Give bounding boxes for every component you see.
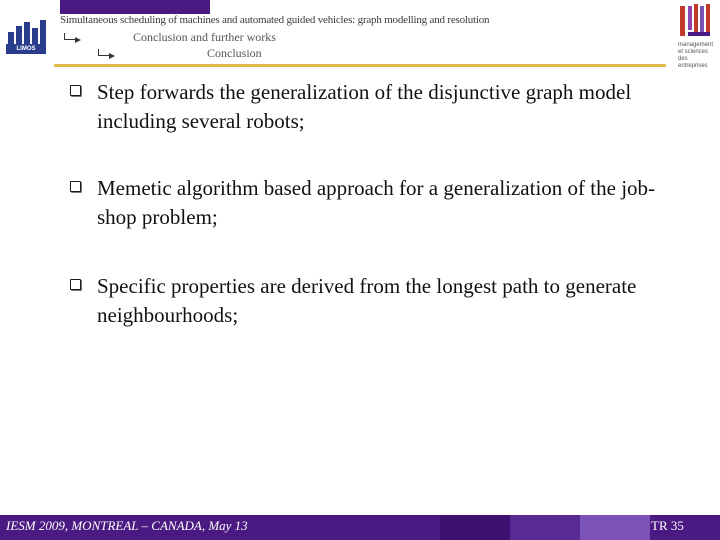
bullet-text: Step forwards the generalization of the disjunctive graph model including several robots; xyxy=(97,80,632,133)
header-divider xyxy=(54,64,666,67)
breadcrumb-level-2: Conclusion and further works xyxy=(133,30,276,44)
page-number: TR 35 xyxy=(651,518,684,533)
limos-logo xyxy=(4,18,48,56)
iu-logo-icon xyxy=(680,4,714,40)
checkbox-bullet-icon xyxy=(70,279,81,290)
breadcrumb-arrow-icon xyxy=(98,49,109,56)
breadcrumb-arrow-icon xyxy=(64,33,75,40)
bullet-text: Memetic algorithm based approach for a generalization of the job-shop problem; xyxy=(97,176,656,229)
iu-logo xyxy=(678,4,716,69)
footer-conference: IESM 2009, MONTREAL – CANADA, May 13 xyxy=(6,518,248,533)
bullet-text: Specific properties are derived from the longest path to generate neighbourhoods; xyxy=(97,274,637,327)
iu-logo-text: management et sciences des entreprises xyxy=(678,42,714,69)
breadcrumb-level-1: Simultaneous scheduling of machines and automated guided vehicles: graph modelling and resolution xyxy=(60,14,490,26)
top-color-bar xyxy=(0,0,720,14)
breadcrumb-level-3: Conclusion xyxy=(207,46,262,60)
checkbox-bullet-icon xyxy=(70,85,81,96)
checkbox-bullet-icon xyxy=(70,181,81,192)
limos-logo-text: LIMOS xyxy=(6,44,46,54)
